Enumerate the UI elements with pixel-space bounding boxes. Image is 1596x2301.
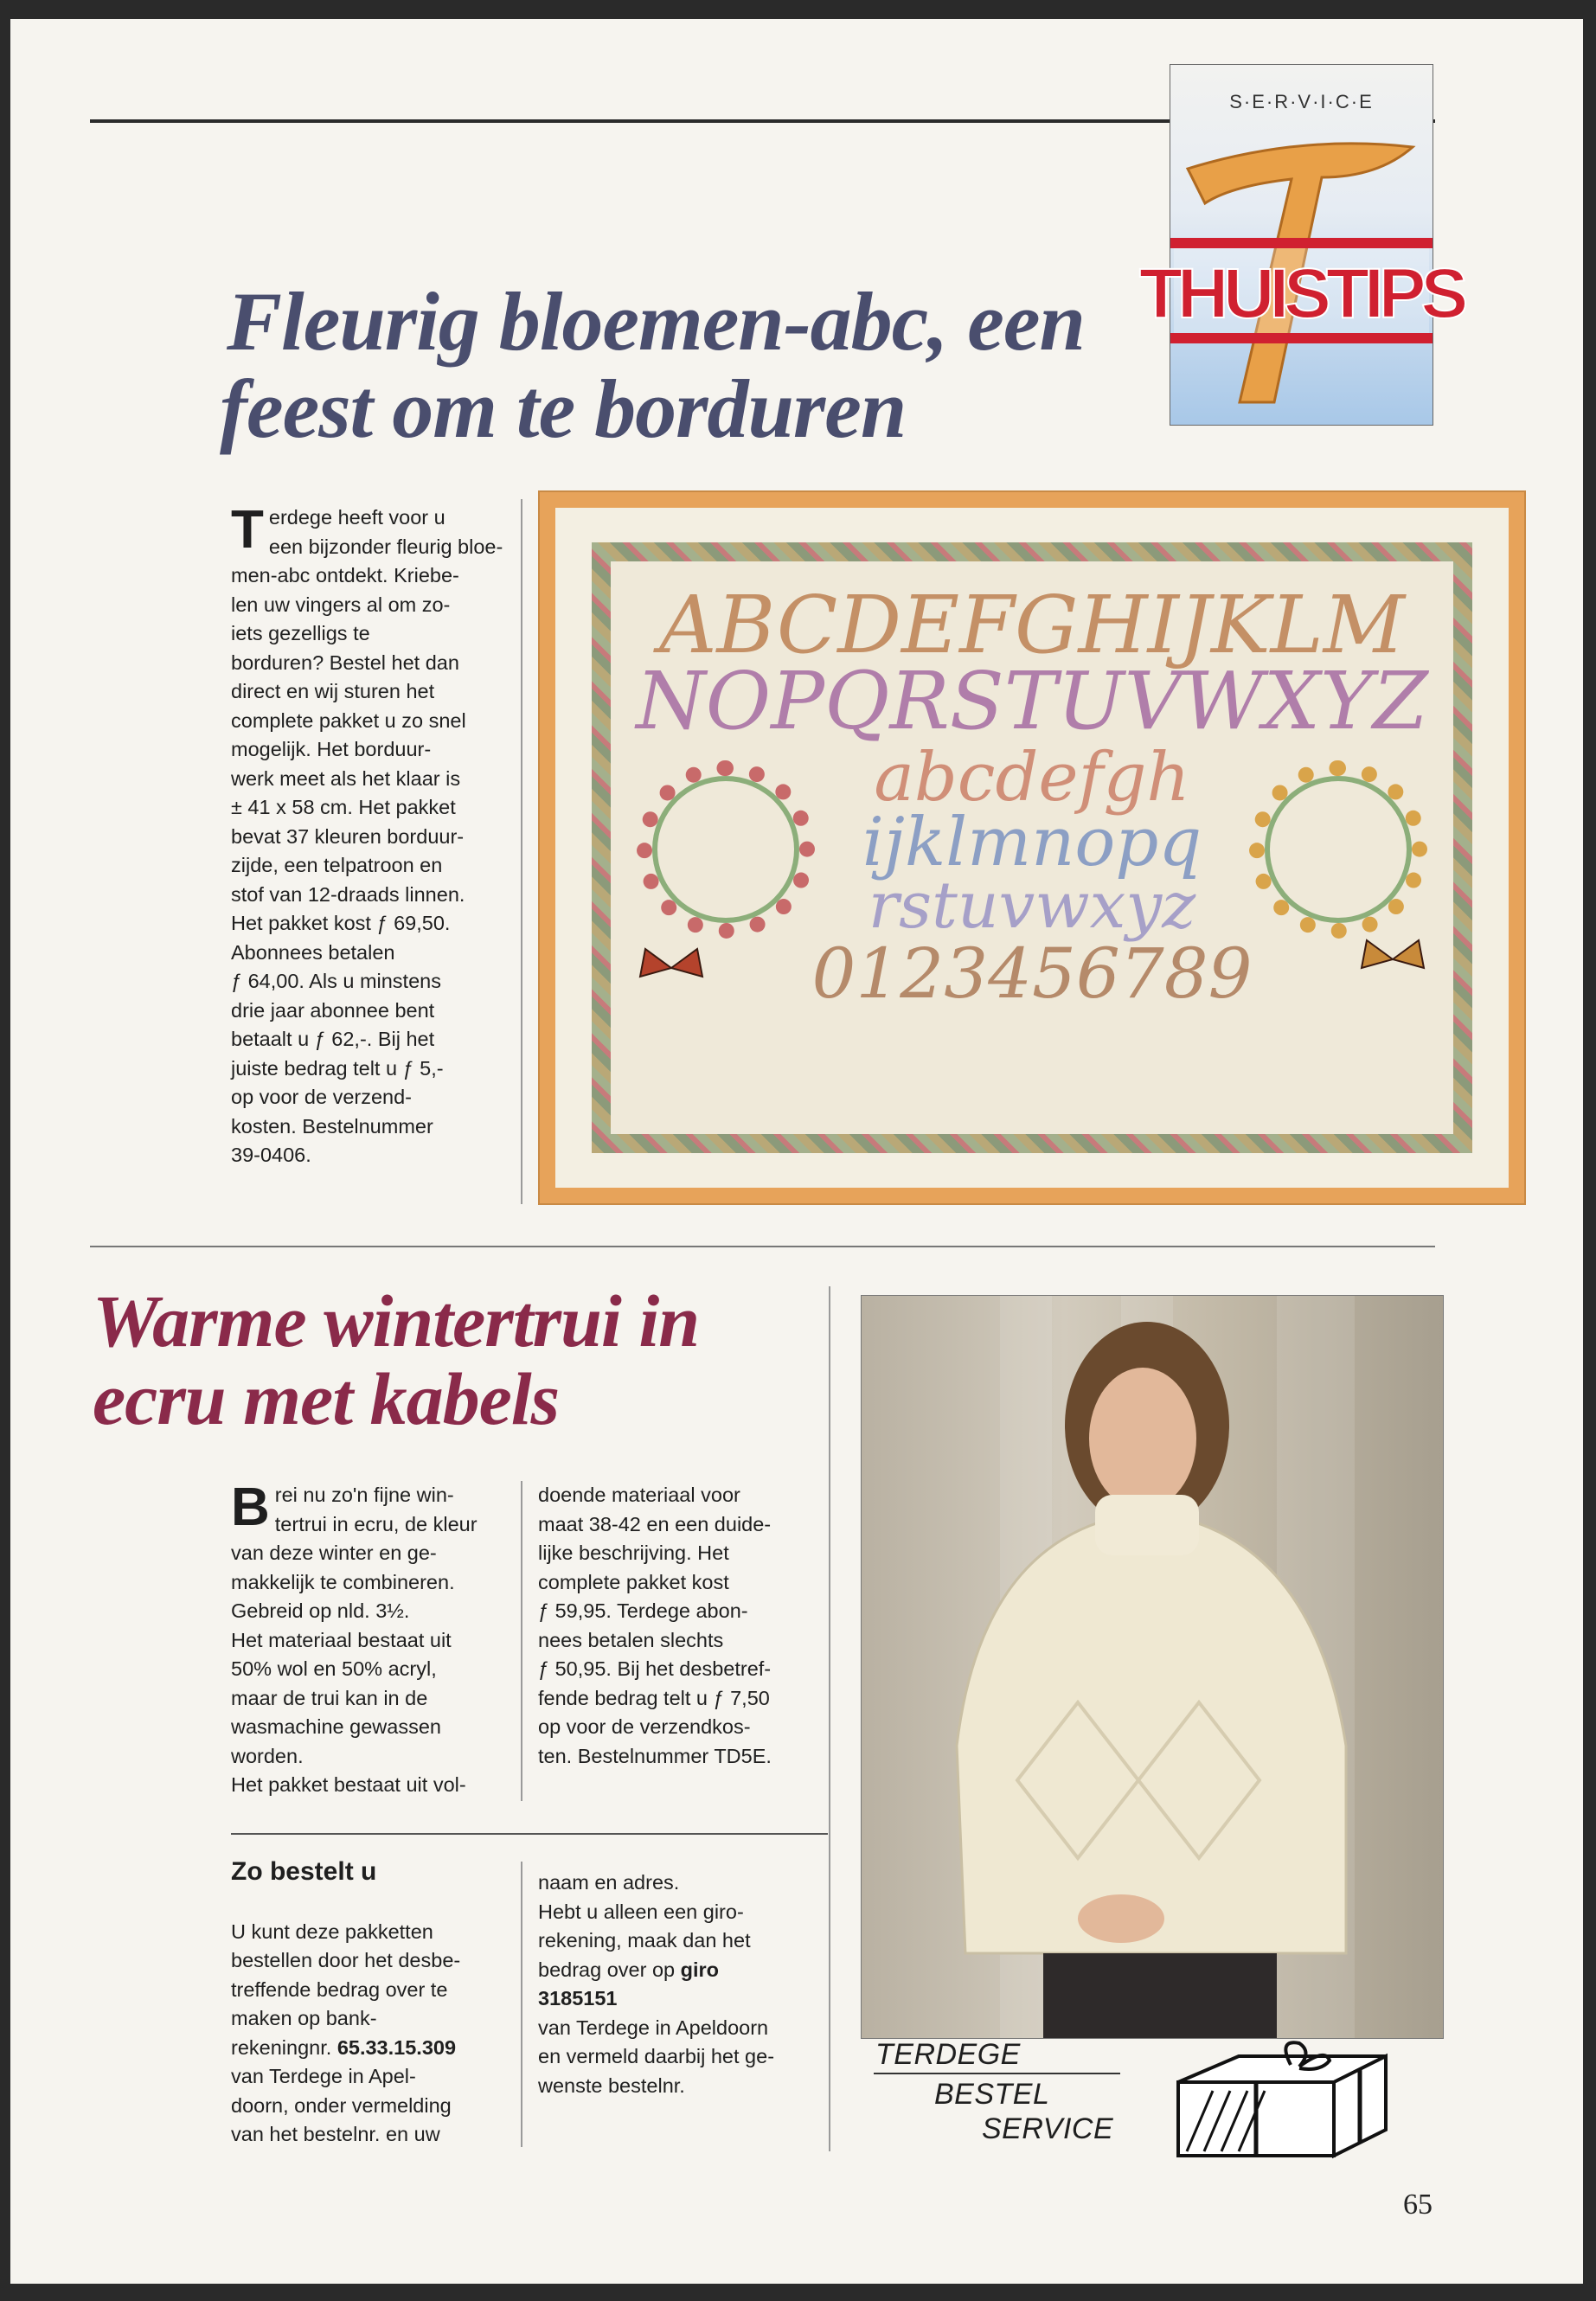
text-line: len uw vingers al om zo- xyxy=(231,593,451,616)
order-column1 xyxy=(231,1857,521,2150)
text-line: Hebt u alleen een giro- xyxy=(538,1900,744,1923)
order-column1-lines xyxy=(231,1918,521,2034)
article2-headline-line1: Warme wintertrui in xyxy=(93,1279,700,1362)
text-line: nees betalen slechts xyxy=(538,1628,724,1651)
order-column2-tail xyxy=(538,2014,828,2101)
text-line: borduren? Bestel het dan xyxy=(231,651,459,674)
thuistips-logo xyxy=(1138,64,1464,426)
text-line: Het pakket kost ƒ 69,50. xyxy=(231,912,451,934)
text-line: kosten. Bestelnummer xyxy=(231,1114,433,1138)
sampler-frame xyxy=(538,490,1526,1205)
order-giro-line xyxy=(538,1956,828,1985)
logo-service-text: S·E·R·V·I·C·E xyxy=(1229,91,1374,112)
order-bank-line xyxy=(231,2034,521,2063)
stamp-underline xyxy=(874,2073,1120,2074)
order-giro-prefix: bedrag over op xyxy=(538,1958,676,1981)
text-line: bestellen door het desbe- xyxy=(231,1949,461,1971)
text-line: een bijzonder fleurig bloe- xyxy=(268,535,503,558)
order-column2-lines xyxy=(538,1868,828,1984)
gift-package-icon xyxy=(1161,2030,1403,2169)
sampler-row-digits: 0123456789 xyxy=(811,933,1253,1014)
text-line: Gebreid op nld. 3½. xyxy=(231,1599,410,1622)
magazine-page xyxy=(10,19,1583,2284)
text-line: ten. Bestelnummer TD5E. xyxy=(538,1744,772,1767)
text-line: ƒ 59,95. Terdege abon- xyxy=(538,1599,748,1622)
article1-dropcap: T xyxy=(231,500,264,560)
text-line: van Terdege in Apel- xyxy=(231,2065,416,2087)
article1-lines xyxy=(231,500,516,1170)
text-line: complete pakket kost xyxy=(538,1570,729,1593)
text-line: treffende bedrag over te xyxy=(231,1977,448,2001)
text-line: wasmachine gewassen xyxy=(231,1715,441,1738)
article1-headline-line2: feest om te borduren xyxy=(220,362,907,455)
text-line: direct en wij sturen het xyxy=(231,680,435,702)
order-title: Zo bestelt u xyxy=(231,1857,377,1886)
article2-column1 xyxy=(231,1477,521,1800)
text-line: zijde, een telpatroon en xyxy=(231,854,443,876)
text-line: doende materiaal voor xyxy=(538,1484,740,1506)
text-line: complete pakket u zo snel xyxy=(231,708,466,732)
order-giro-label: giro xyxy=(680,1958,720,1981)
article1-body xyxy=(231,500,516,1170)
text-line: ± 41 x 58 cm. Het pakket xyxy=(231,796,456,818)
text-line: maat 38-42 en een duide- xyxy=(538,1512,772,1535)
article2-headline xyxy=(93,1279,828,1441)
text-line: van het bestelnr. en uw xyxy=(231,2123,440,2145)
order-column1-tail xyxy=(231,2062,521,2150)
model-figure xyxy=(862,1296,1443,2038)
text-line: Het materiaal bestaat uit xyxy=(231,1628,452,1651)
thuistips-emblem xyxy=(1138,117,1464,411)
text-line: werk meet als het klaar is xyxy=(231,766,461,790)
article2-headline-line2: ecru met kabels xyxy=(93,1357,560,1441)
text-line: van Terdege in Apeldoorn xyxy=(538,2016,769,2039)
logo-brand-text: THUISTIPS xyxy=(1138,254,1464,333)
stamp-service: SERVICE xyxy=(982,2112,1114,2145)
sampler-row-uppercase-1: ABCDEFGHIJKLM xyxy=(659,579,1405,671)
text-line: stof van 12-draads linnen. xyxy=(231,882,465,906)
order-giro-number: 3185151 xyxy=(538,1987,618,2009)
text-line: drie jaar abonnee bent xyxy=(231,998,435,1022)
stamp-bestel: BESTEL xyxy=(934,2078,1050,2111)
flower-wreath-left xyxy=(637,760,815,939)
butterfly-icon xyxy=(1358,933,1427,985)
text-line: op voor de verzendkos- xyxy=(538,1715,751,1738)
article2-column1-lines xyxy=(231,1477,521,1800)
text-line: 39-0406. xyxy=(231,1144,311,1166)
order-bank-prefix: rekeningnr. xyxy=(231,2035,337,2059)
text-line: naam en adres. xyxy=(538,1871,680,1894)
text-line: op voor de verzend- xyxy=(231,1086,413,1108)
text-line: Abonnees betalen xyxy=(231,940,395,964)
text-line: 50% wol en 50% acryl, xyxy=(231,1657,437,1680)
text-line: van deze winter en ge- xyxy=(231,1541,437,1564)
text-line: lijke beschrijving. Het xyxy=(538,1541,729,1564)
text-line: fende bedrag telt u ƒ 7,50 xyxy=(538,1686,770,1709)
page-number: 65 xyxy=(1403,2189,1433,2221)
sampler-row-lowercase-1: abcdefgh xyxy=(874,739,1190,817)
article1-column-divider xyxy=(521,499,522,1204)
order-bank-number: 65.33.15.309 xyxy=(337,2035,457,2059)
flower-wreath-right xyxy=(1249,760,1427,939)
text-line: maar de trui kan in de xyxy=(231,1686,428,1709)
article1-headline xyxy=(220,275,1092,455)
order-column2 xyxy=(538,1868,828,2100)
text-line: en vermeld daarbij het ge- xyxy=(538,2045,775,2067)
embroidered-sampler xyxy=(592,542,1472,1153)
text-line: iets gezelligs te xyxy=(231,622,370,644)
article2-column2 xyxy=(538,1481,828,1771)
order-column-divider xyxy=(521,1862,522,2147)
text-line: rekening, maak dan het xyxy=(538,1929,751,1952)
stamp-terdege: TERDEGE xyxy=(875,2038,1021,2071)
order-rule xyxy=(231,1833,828,1835)
sampler-row-lowercase-2: ijklmnopq xyxy=(862,804,1202,881)
text-line: Het pakket bestaat uit vol- xyxy=(231,1773,466,1796)
text-line: tertrui in ecru, de kleur xyxy=(274,1512,478,1535)
text-line: doorn, onder vermelding xyxy=(231,2093,452,2117)
article2-dropcap: B xyxy=(231,1477,270,1537)
text-line: ƒ 50,95. Bij het desbetref- xyxy=(538,1657,772,1680)
butterfly-icon xyxy=(637,942,706,994)
text-line: makkelijk te combineren. xyxy=(231,1570,455,1593)
text-line: bevat 37 kleuren borduur- xyxy=(231,824,465,848)
sampler-mat xyxy=(555,508,1509,1188)
text-line: wenste bestelnr. xyxy=(538,2073,685,2097)
text-line: worden. xyxy=(231,1744,304,1767)
text-line: mogelijk. Het borduur- xyxy=(231,738,432,760)
text-line: juiste bedrag telt u ƒ 5,- xyxy=(231,1056,444,1080)
sampler-row-lowercase-3: rstuvwxyz xyxy=(868,868,1196,943)
text-line: men-abc ontdekt. Kriebe- xyxy=(231,564,459,586)
text-line: maken op bank- xyxy=(231,2007,377,2029)
article2-column2-lines xyxy=(538,1481,828,1771)
sweater-photo xyxy=(861,1295,1444,2039)
article1-headline-line1: Fleurig bloemen-abc, een xyxy=(227,275,1085,368)
text-line: U kunt deze pakketten xyxy=(231,1920,433,1943)
article2-column-divider xyxy=(521,1481,522,1801)
photo-column-divider xyxy=(829,1286,830,2151)
text-line: erdege heeft voor u xyxy=(268,506,445,529)
middle-rule xyxy=(90,1246,1435,1247)
text-line: ƒ 64,00. Als u minstens xyxy=(231,970,441,992)
text-line: betaalt u ƒ 62,-. Bij het xyxy=(231,1028,435,1050)
text-line: rei nu zo'n fijne win- xyxy=(274,1484,454,1506)
sampler-row-uppercase-2: NOPQRSTUVWXYZ xyxy=(636,655,1428,747)
